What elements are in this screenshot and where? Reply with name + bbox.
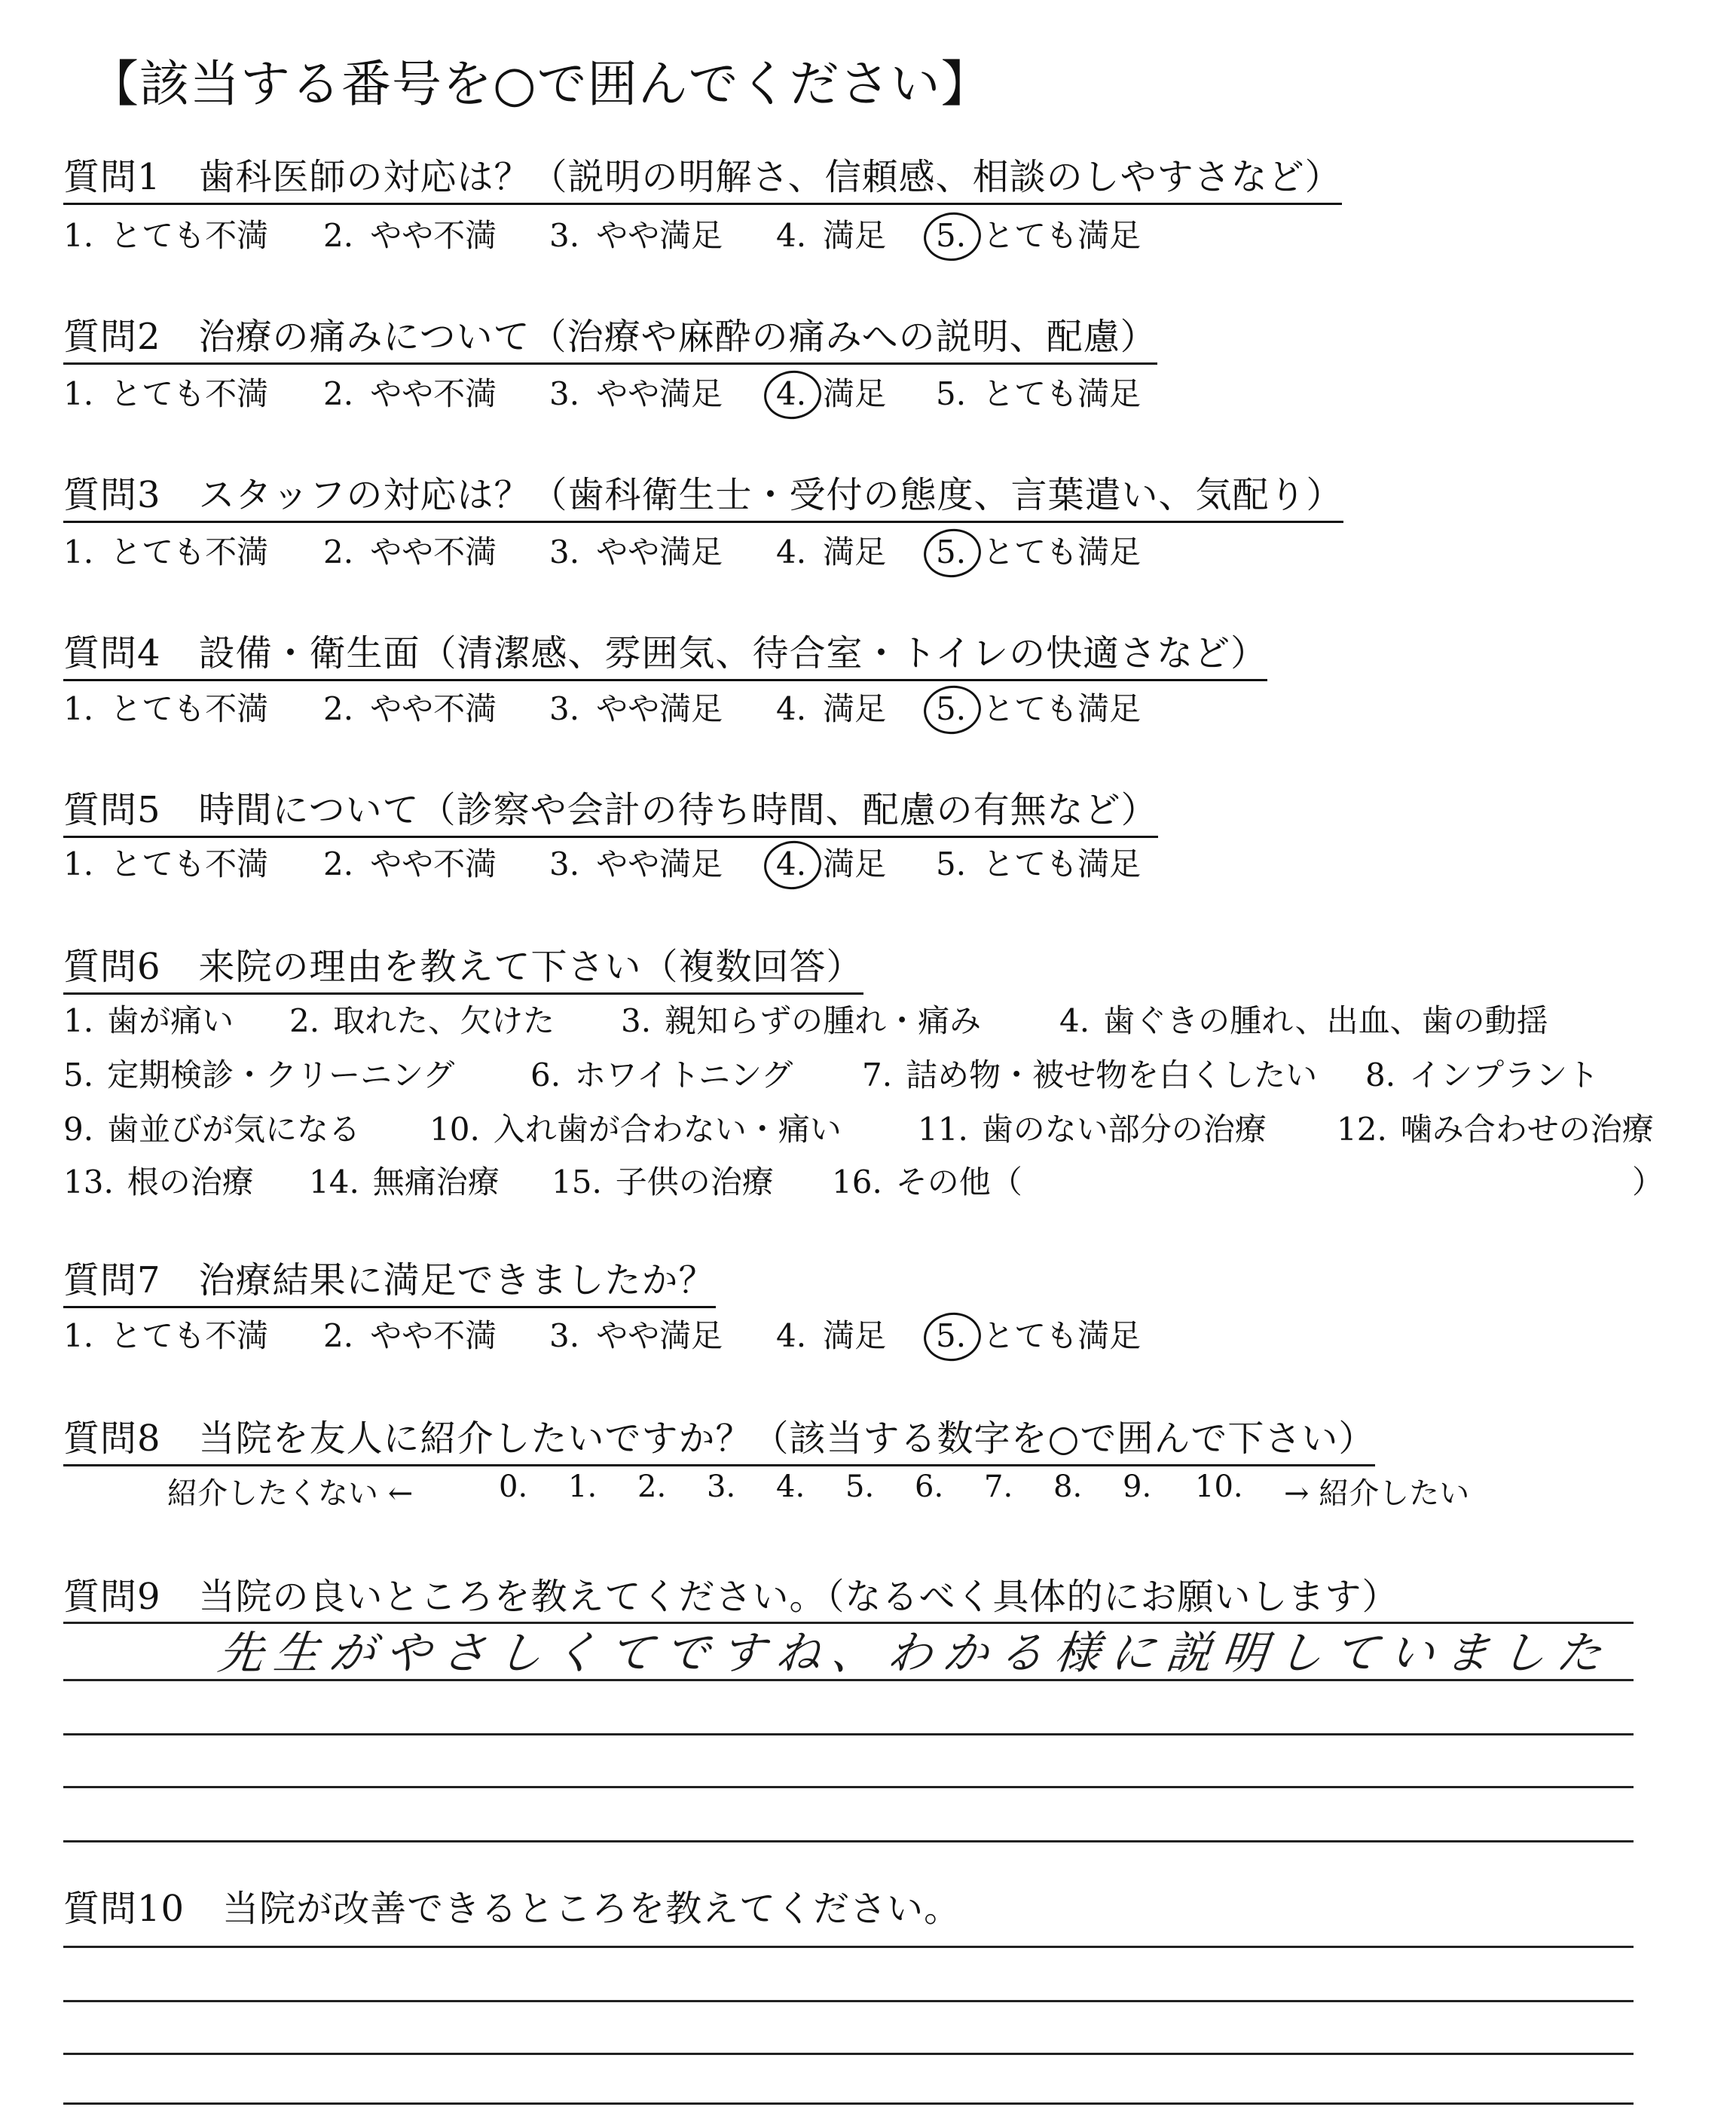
answer-line[interactable] [63, 1733, 1634, 1735]
option-1[interactable]: 1. とても不満 [63, 534, 269, 570]
reason-option[interactable]: 6. ホワイトニング [530, 1057, 793, 1093]
question-number: 質問8 [63, 1417, 161, 1460]
option-3[interactable]: 3. やや満足 [549, 1317, 723, 1354]
question-4-scale [63, 684, 1269, 729]
question-number: 質問9 [63, 1576, 161, 1618]
question-5-scale [63, 839, 1269, 885]
question-text: 治療の痛みについて（治療や麻酔の痛みへの説明、配慮） [198, 316, 1157, 358]
question-9-title [63, 1567, 1399, 1619]
question-8-scale [63, 1469, 1570, 1515]
option-3[interactable]: 3. やや満足 [549, 846, 723, 882]
scale-left-label: 紹介したくない ← [167, 1476, 414, 1511]
question-number: 質問7 [63, 1259, 161, 1301]
reason-option[interactable]: 14. 無痛治療 [309, 1164, 500, 1200]
question-text: スタッフの対応は？（歯科衛生士・受付の態度、言葉遣い、気配り） [198, 474, 1343, 516]
scale-number[interactable]: 2. [637, 1469, 667, 1504]
answer-line[interactable] [63, 1946, 1634, 1948]
question-1-scale [63, 211, 1269, 256]
answer-line[interactable] [63, 2053, 1634, 2055]
question-number: 質問5 [63, 789, 161, 831]
question-3-title [63, 466, 1343, 523]
option-3[interactable]: 3. やや満足 [549, 534, 723, 570]
question-text: 設備・衛生面（清潔感、雰囲気、待合室・トイレの快適さなど） [198, 632, 1268, 674]
question-6-title [63, 937, 863, 995]
question-6-row-2 [63, 1050, 1683, 1096]
option-3[interactable]: 3. やや満足 [549, 217, 723, 254]
reason-option[interactable]: 9. 歯並びが気になる [63, 1111, 361, 1148]
question-4-title [63, 624, 1267, 681]
reason-option[interactable]: 7. 詰め物・被せ物を白くしたい [862, 1057, 1318, 1093]
question-text: 当院の良いところを教えてください。（なるべく具体的にお願いします） [198, 1576, 1399, 1618]
question-10-title [63, 1879, 961, 1931]
reason-option[interactable]: 5. 定期検診・クリーニング [63, 1057, 455, 1093]
question-text: 当院が改善できるところを教えてください。 [222, 1888, 961, 1930]
question-5-title [63, 781, 1158, 838]
option-5[interactable]: 5. とても満足 [936, 846, 1142, 882]
handwritten-answer: 先生がやさしくてですね、わかる様に説明していました [215, 1627, 1615, 1680]
question-text: 来院の理由を教えて下さい（複数回答） [198, 946, 863, 988]
option-2[interactable]: 2. やや不満 [323, 1317, 497, 1354]
option-1[interactable]: 1. とても不満 [63, 375, 269, 412]
question-7-scale [63, 1311, 1269, 1356]
question-number: 質問4 [63, 632, 161, 674]
question-6-row-4 [63, 1157, 1683, 1203]
option-4[interactable]: 4. 満足 [776, 534, 887, 570]
option-2[interactable]: 2. やや不満 [323, 690, 497, 727]
question-2-scale [63, 369, 1269, 414]
option-2[interactable]: 2. やや不満 [323, 375, 497, 412]
reason-option[interactable]: 4. 歯ぐきの腫れ、出血、歯の動揺 [1059, 1002, 1548, 1039]
reason-option[interactable]: 10. 入れ歯が合わない・痛い [429, 1111, 842, 1148]
question-text: 歯科医師の対応は？（説明の明解さ、信頼感、相談のしやすさなど） [198, 156, 1342, 198]
form-header: 【該当する番号を○で囲んでください】 [89, 55, 992, 113]
option-2[interactable]: 2. やや不満 [323, 534, 497, 570]
option-5-circled[interactable]: 5. とても満足 [936, 690, 1142, 727]
option-4[interactable]: 4. 満足 [776, 1317, 887, 1354]
scale-right-label: → 紹介したい [1284, 1476, 1470, 1511]
answer-line[interactable] [63, 1679, 1634, 1681]
option-4[interactable]: 4. 満足 [776, 690, 887, 727]
answer-line[interactable] [63, 1840, 1634, 1842]
answer-line[interactable] [63, 2102, 1634, 2105]
question-number: 質問2 [63, 316, 161, 358]
question-7-title [63, 1251, 716, 1308]
scale-number[interactable]: 6. [915, 1469, 944, 1504]
option-3[interactable]: 3. やや満足 [549, 690, 723, 727]
question-number: 質問6 [63, 946, 161, 988]
option-2[interactable]: 2. やや不満 [323, 846, 497, 882]
option-5-circled[interactable]: 5. とても満足 [936, 534, 1142, 570]
reason-option[interactable]: 15. 子供の治療 [552, 1164, 774, 1200]
reason-option[interactable]: 11. 歯のない部分の治療 [918, 1111, 1267, 1148]
option-1[interactable]: 1. とても不満 [63, 1317, 269, 1354]
reason-option[interactable]: 1. 歯が痛い [63, 1002, 234, 1039]
option-4[interactable]: 4. 満足 [776, 217, 887, 254]
question-3-scale [63, 528, 1269, 573]
question-number: 質問3 [63, 474, 161, 516]
scale-number[interactable]: 10. [1195, 1469, 1243, 1504]
option-1[interactable]: 1. とても不満 [63, 690, 269, 727]
answer-line[interactable] [63, 1786, 1634, 1788]
option-2[interactable]: 2. やや不満 [323, 217, 497, 254]
option-4-circled[interactable]: 4. 満足 [776, 375, 887, 412]
question-1-title [63, 148, 1342, 205]
option-5-circled[interactable]: 5. とても満足 [936, 217, 1142, 254]
question-6-row-1 [63, 996, 1646, 1041]
question-2-title [63, 307, 1157, 365]
question-number: 質問1 [63, 156, 161, 198]
answer-line[interactable] [63, 2000, 1634, 2002]
option-4-circled[interactable]: 4. 満足 [776, 846, 887, 882]
scale-number[interactable]: 8. [1053, 1469, 1083, 1504]
question-8-title [63, 1409, 1375, 1466]
scale-number[interactable]: 5. [845, 1469, 875, 1504]
other-close-paren: ） [1632, 1164, 1664, 1200]
scale-number[interactable]: 3. [707, 1469, 736, 1504]
reason-option[interactable]: 12. 噛み合わせの治療 [1337, 1111, 1654, 1148]
scale-number[interactable]: 0. [499, 1469, 528, 1504]
option-5[interactable]: 5. とても満足 [936, 375, 1142, 412]
scale-number[interactable]: 4. [776, 1469, 805, 1504]
option-1[interactable]: 1. とても不満 [63, 217, 269, 254]
reason-option[interactable]: 3. 親知らずの腫れ・痛み [621, 1002, 982, 1039]
question-text: 治療結果に満足できましたか？ [198, 1259, 716, 1301]
scale-number[interactable]: 9. [1123, 1469, 1152, 1504]
scale-number[interactable]: 1. [568, 1469, 598, 1504]
scale-number[interactable]: 7. [984, 1469, 1013, 1504]
reason-option[interactable]: 8. インプラント [1365, 1057, 1600, 1093]
question-number: 質問10 [63, 1888, 185, 1930]
option-5-circled[interactable]: 5. とても満足 [936, 1317, 1142, 1354]
reason-option[interactable]: 2. 取れた、欠けた [289, 1002, 555, 1039]
question-text: 当院を友人に紹介したいですか？（該当する数字を○で囲んで下さい） [198, 1417, 1376, 1460]
reason-option[interactable]: 13. 根の治療 [63, 1164, 254, 1200]
question-text: 時間について（診察や会計の待ち時間、配慮の有無など） [198, 789, 1158, 831]
option-1[interactable]: 1. とても不満 [63, 846, 269, 882]
reason-option-other[interactable]: 16. その他（ [832, 1164, 1022, 1200]
option-3[interactable]: 3. やや満足 [549, 375, 723, 412]
question-6-row-3 [63, 1105, 1698, 1150]
